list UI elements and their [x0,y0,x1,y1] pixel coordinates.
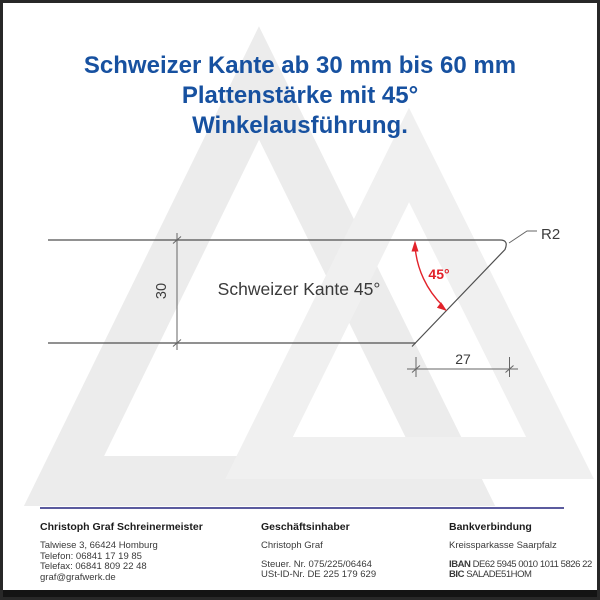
bottom-border-strip [3,590,597,597]
company-phone: Telefon: 06841 17 19 85 [40,550,142,562]
company-address: Talwiese 3, 66424 Homburg [40,540,158,552]
company-heading: Christoph Graf Schreinermeister [40,521,203,533]
company-email: graf@grafwerk.de [40,571,116,583]
angle-dim-label: 45° [428,266,450,282]
footer-company-column [40,522,203,583]
title-line-2: Plattenstärke mit 45° [181,82,419,109]
footer-bank-column [449,522,592,581]
owner-heading: Geschäftsinhaber [261,521,350,533]
title-line-3: Winkelausführung. [192,112,408,139]
thickness-dim-label: 30 [154,282,170,300]
width-dim-label: 27 [455,351,471,367]
iban-value: DE62 5945 0010 1011 5826 22 [472,558,592,570]
bic-value: SALADE51HOM [466,569,532,581]
vat-id: USt-ID-Nr. DE 225 179 629 [261,569,377,581]
bank-name: Kreissparkasse Saarpfalz [449,540,557,552]
footer-divider [40,507,564,509]
bic-label: BIC [449,569,465,581]
part-label: Schweizer Kante 45° [217,279,381,299]
owner-name: Christoph Graf [261,540,323,552]
bic-line [449,570,592,580]
tax-number: Steuer. Nr. 075/225/06464 [261,558,372,570]
company-fax: Telefax: 06841 809 22 48 [40,561,147,573]
iban-label: IBAN [449,558,471,570]
bank-heading: Bankverbindung [449,521,532,533]
radius-label: R2 [541,226,561,243]
title-line-1: Schweizer Kante ab 30 mm bis 60 mm [83,52,517,79]
radius-leader-line [509,231,537,243]
footer-owner-column [261,522,376,581]
page-title [3,51,597,141]
